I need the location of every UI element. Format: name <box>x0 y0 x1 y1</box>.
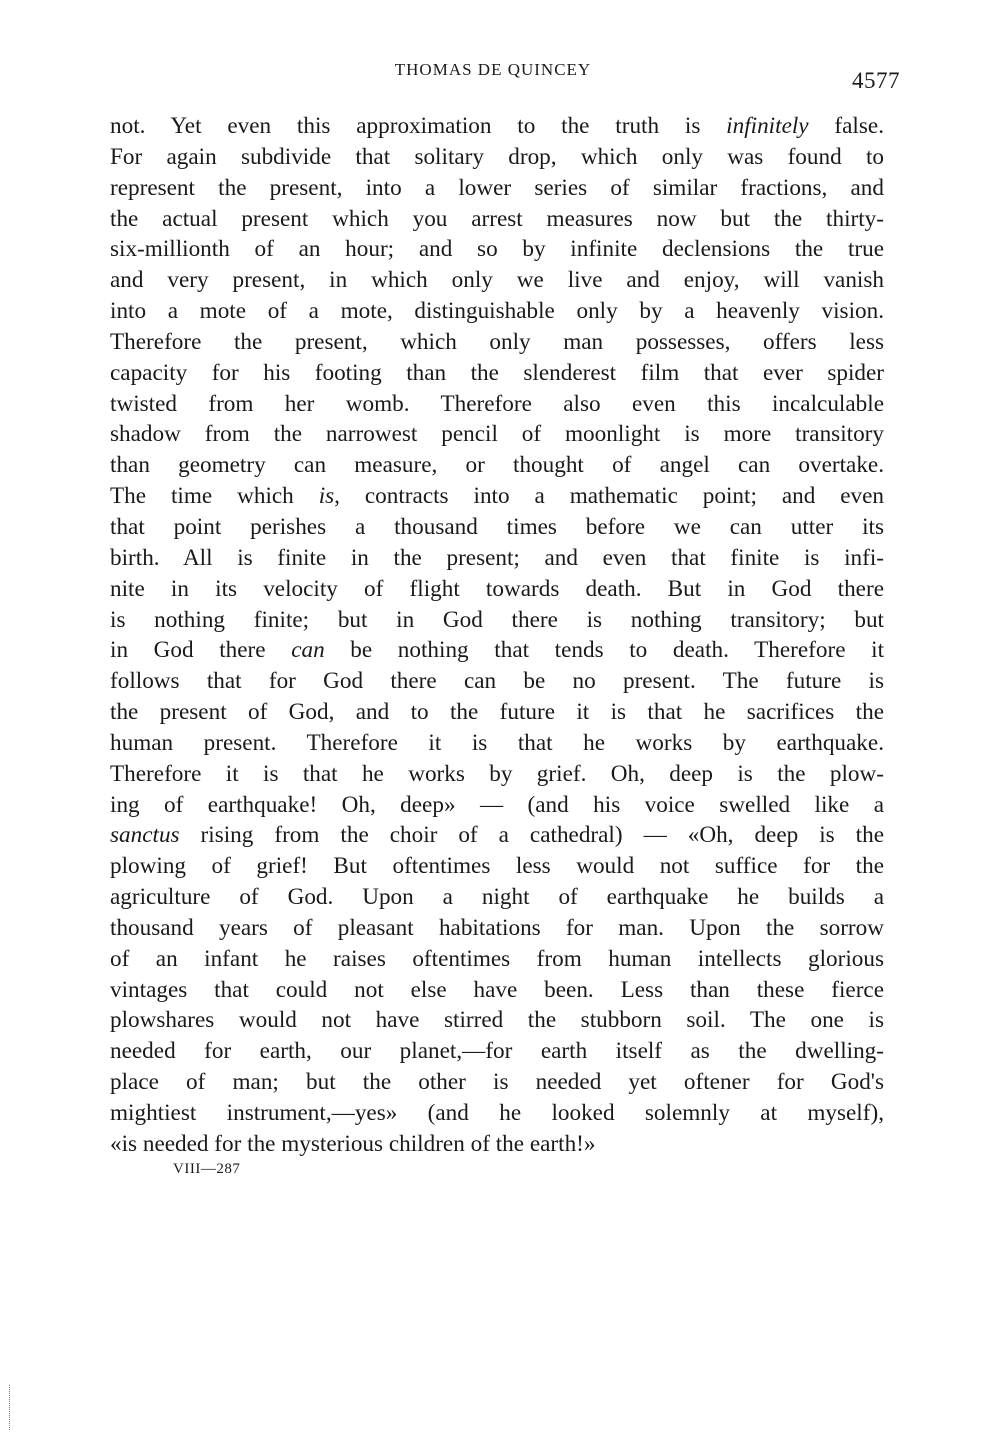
text-segment: human present. Therefore it is that he works by earthquake. <box>110 729 884 756</box>
text-segment: mightiest instrument,—yes» (and he looked solemnly at myself), <box>110 1100 884 1126</box>
text-line <box>110 851 884 882</box>
text-line <box>110 728 884 759</box>
text-segment: «is needed for the mysterious children of the earth!» <box>110 1130 596 1157</box>
text-segment: false. <box>808 113 884 139</box>
text-line <box>110 265 884 296</box>
text-segment: For again subdivide that solitary drop, which only was found to <box>110 143 884 170</box>
text-line <box>110 790 884 821</box>
text-line <box>110 512 884 543</box>
text-line <box>110 1098 884 1129</box>
text-line <box>110 450 884 481</box>
text-line <box>110 204 884 235</box>
text-line <box>110 142 884 173</box>
text-segment: represent the present, into a lower series of similar fractions, and <box>110 174 884 201</box>
text-segment: plowshares would not have stirred the stubborn soil. The one is <box>110 1007 884 1034</box>
text-line <box>110 975 884 1006</box>
italic-text: sanctus <box>110 822 180 849</box>
italic-text: is <box>318 483 335 510</box>
text-segment: the actual present which you arrest measures now but the thirty- <box>110 205 884 232</box>
text-line <box>110 697 884 728</box>
text-segment: plowing of grief! But oftentimes less would not suffice for the <box>110 853 884 880</box>
text-segment: Therefore the present, which only man possesses, offers less <box>110 328 884 355</box>
text-line <box>110 635 884 666</box>
text-segment: and very present, in which only we live and enjoy, will vanish <box>110 267 884 294</box>
text-segment: birth. All is finite in the present; and even that finite is infi- <box>110 544 884 571</box>
text-segment: is nothing finite; but in God there is nothing transitory; but <box>110 606 884 633</box>
text-segment: needed for earth, our planet,—for earth itself as the dwelling- <box>110 1038 884 1065</box>
text-segment: the present of God, and to the future it is that he sacrifices the <box>110 699 884 726</box>
text-segment: six-millionth of an hour; and so by infinite declensions the true <box>110 236 884 263</box>
text-segment: shadow from the narrowest pencil of moonlight is more transitory <box>110 421 884 448</box>
text-segment: be nothing that tends to death. Therefore it <box>324 637 885 664</box>
text-line <box>110 296 884 327</box>
text-segment: ing of earthquake! Oh, deep» — (and his voice swelled like a <box>110 791 884 818</box>
text-line <box>110 389 884 420</box>
text-segment: rising from the choir of a cathedral) — «Oh, deep is the <box>179 822 884 849</box>
text-line <box>110 759 884 790</box>
text-line <box>110 543 884 574</box>
text-line <box>110 111 884 142</box>
text-line <box>110 574 884 605</box>
text-line <box>110 882 884 913</box>
italic-text: can <box>291 637 325 664</box>
signature-mark: VIII—287 <box>173 1161 241 1177</box>
text-segment: thousand years of pleasant habitations for man. Upon the sorrow <box>110 914 884 941</box>
text-line <box>110 173 884 204</box>
text-segment: Therefore it is that he works by grief. Oh, deep is the plow- <box>110 760 884 787</box>
text-segment: into a mote of a mote, distinguishable only by a heavenly vision. <box>110 298 884 325</box>
text-segment: twisted from her womb. Therefore also even this incalculable <box>110 390 884 417</box>
text-segment: The time which <box>110 483 319 510</box>
text-line <box>110 913 884 944</box>
margin-mark <box>9 1385 10 1430</box>
running-head: THOMAS DE QUINCEY <box>394 60 592 79</box>
text-segment: nite in its velocity of flight towards death. But in God there <box>110 575 884 602</box>
text-line <box>110 1067 884 1098</box>
text-line <box>110 1005 884 1036</box>
text-segment: capacity for his footing than the slenderest film that ever spider <box>110 359 884 386</box>
text-line <box>110 481 884 512</box>
text-segment: place of man; but the other is needed yet oftener for God's <box>110 1069 884 1096</box>
body-text <box>110 111 884 1160</box>
text-line <box>110 1129 884 1160</box>
page-number: 4577 <box>852 68 900 93</box>
text-segment: than geometry can measure, or thought of angel can overtake. <box>110 452 884 479</box>
text-line <box>110 358 884 389</box>
text-segment: vintages that could not else have been. Less than these fierce <box>110 976 884 1003</box>
text-line <box>110 419 884 450</box>
italic-text: infinitely <box>726 113 809 139</box>
text-segment: of an infant he raises oftentimes from human intellects glorious <box>110 945 884 972</box>
text-line <box>110 605 884 636</box>
text-segment: agriculture of God. Upon a night of earthquake he builds a <box>110 884 884 911</box>
text-line <box>110 820 884 851</box>
text-segment: follows that for God there can be no present. The future is <box>110 668 884 695</box>
text-segment: , contracts into a mathematic point; and even <box>334 483 884 510</box>
text-segment: in God there <box>110 637 292 664</box>
text-line <box>110 1036 884 1067</box>
text-segment: not. Yet even this approximation to the truth is <box>110 113 727 139</box>
text-line <box>110 666 884 697</box>
text-line <box>110 327 884 358</box>
text-line <box>110 944 884 975</box>
text-line <box>110 234 884 265</box>
text-segment: that point perishes a thousand times before we can utter its <box>110 513 884 540</box>
